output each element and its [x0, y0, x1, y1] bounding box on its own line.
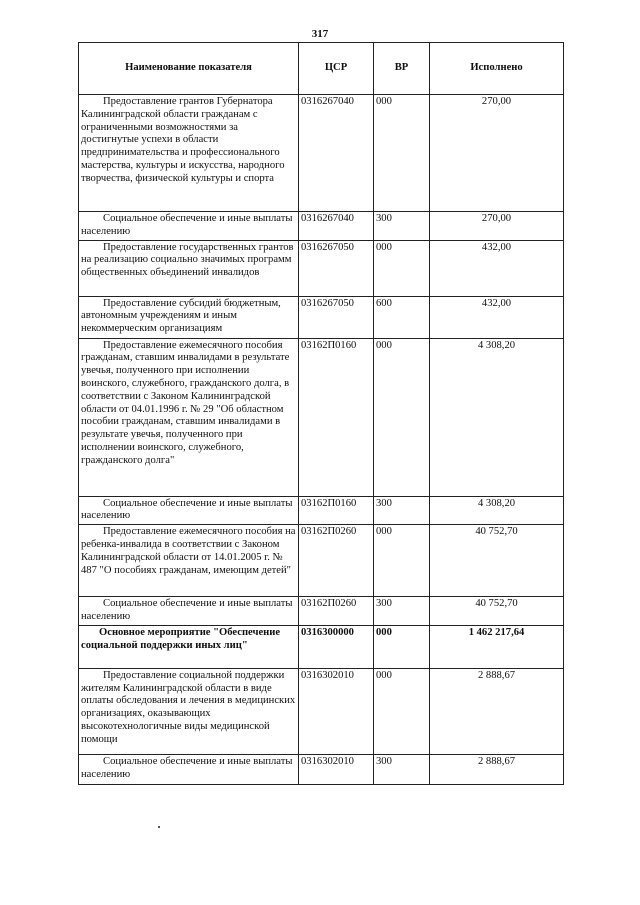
row-executed: 40 752,70	[430, 525, 564, 597]
row-name: Предоставление субсидий бюджетным, автономным учреждениям и иным некоммерческим организациям	[79, 296, 299, 338]
row-name: Предоставление социальной поддержки жителям Калининградской области в виде оплаты обследования и лечения в медицинских организациях, оказывающих высокотехнологичные виды медицинской помощи	[79, 668, 299, 754]
header-indicator-name: Наименование показателя	[79, 43, 299, 95]
row-csr: 0316267050	[299, 296, 374, 338]
table-row	[79, 668, 564, 754]
scan-speck	[158, 826, 160, 828]
row-executed: 1 462 217,64	[430, 625, 564, 668]
row-executed: 4 308,20	[430, 496, 564, 525]
table-row	[79, 754, 564, 784]
row-vr: 600	[374, 296, 430, 338]
row-csr: 0316300000	[299, 625, 374, 668]
row-csr: 0316302010	[299, 754, 374, 784]
table-header-row	[79, 43, 564, 95]
header-csr: ЦСР	[299, 43, 374, 95]
row-name: Социальное обеспечение и иные выплаты населению	[79, 754, 299, 784]
row-name: Социальное обеспечение и иные выплаты населению	[79, 212, 299, 241]
row-name: Предоставление грантов Губернатора Калининградской области гражданам с ограниченными возможностями за достигнутые успехи в области предпринимательства и профессионального мастерства, культуры и искусства, народного творчества, физической культуры и спорта	[79, 95, 299, 212]
row-vr: 000	[374, 338, 430, 496]
row-vr: 300	[374, 496, 430, 525]
row-executed: 432,00	[430, 240, 564, 296]
table-row	[79, 525, 564, 597]
page-number: 317	[311, 28, 329, 40]
table-row	[79, 496, 564, 525]
row-csr: 03162П0160	[299, 496, 374, 525]
table-row	[79, 240, 564, 296]
row-vr: 300	[374, 754, 430, 784]
row-csr: 0316302010	[299, 668, 374, 754]
table-row	[79, 212, 564, 241]
row-executed: 40 752,70	[430, 597, 564, 626]
row-vr: 000	[374, 95, 430, 212]
row-executed: 432,00	[430, 296, 564, 338]
row-vr: 000	[374, 240, 430, 296]
row-name: Социальное обеспечение и иные выплаты населению	[79, 496, 299, 525]
row-csr: 03162П0260	[299, 597, 374, 626]
budget-execution-table	[78, 42, 564, 785]
table-row	[79, 296, 564, 338]
table-row	[79, 597, 564, 626]
row-vr: 300	[374, 597, 430, 626]
header-executed: Исполнено	[430, 43, 564, 95]
row-executed: 4 308,20	[430, 338, 564, 496]
row-executed: 2 888,67	[430, 754, 564, 784]
row-vr: 000	[374, 525, 430, 597]
table-row	[79, 95, 564, 212]
header-vr: ВР	[374, 43, 430, 95]
row-csr: 03162П0260	[299, 525, 374, 597]
row-name: Основное мероприятие "Обеспечение социальной поддержки иных лиц"	[79, 625, 299, 668]
row-vr: 300	[374, 212, 430, 241]
table-row	[79, 338, 564, 496]
row-executed: 2 888,67	[430, 668, 564, 754]
row-name: Социальное обеспечение и иные выплаты населению	[79, 597, 299, 626]
row-name: Предоставление ежемесячного пособия на ребенка-инвалида в соответствии с Законом Калининградской области от 14.01.2005 г. № 487 "О пособиях гражданам, имеющим детей"	[79, 525, 299, 597]
table-row	[79, 625, 564, 668]
row-vr: 000	[374, 625, 430, 668]
row-executed: 270,00	[430, 95, 564, 212]
row-executed: 270,00	[430, 212, 564, 241]
row-csr: 0316267040	[299, 212, 374, 241]
row-csr: 0316267040	[299, 95, 374, 212]
row-csr: 0316267050	[299, 240, 374, 296]
row-vr: 000	[374, 668, 430, 754]
row-csr: 03162П0160	[299, 338, 374, 496]
row-name: Предоставление ежемесячного пособия гражданам, ставшим инвалидами в результате увечья, полученного при исполнении воинского, служебного, гражданского долга, в соответствии с Законом Калининградской области от 04.01.1996 г. № 29 "Об областном пособии гражданам, ставшим инвалидами в результате увечья, полученного при исполнении воинского, служебного, гражданского долга"	[79, 338, 299, 496]
row-name: Предоставление государственных грантов на реализацию социально значимых программ общественных объединений инвалидов	[79, 240, 299, 296]
